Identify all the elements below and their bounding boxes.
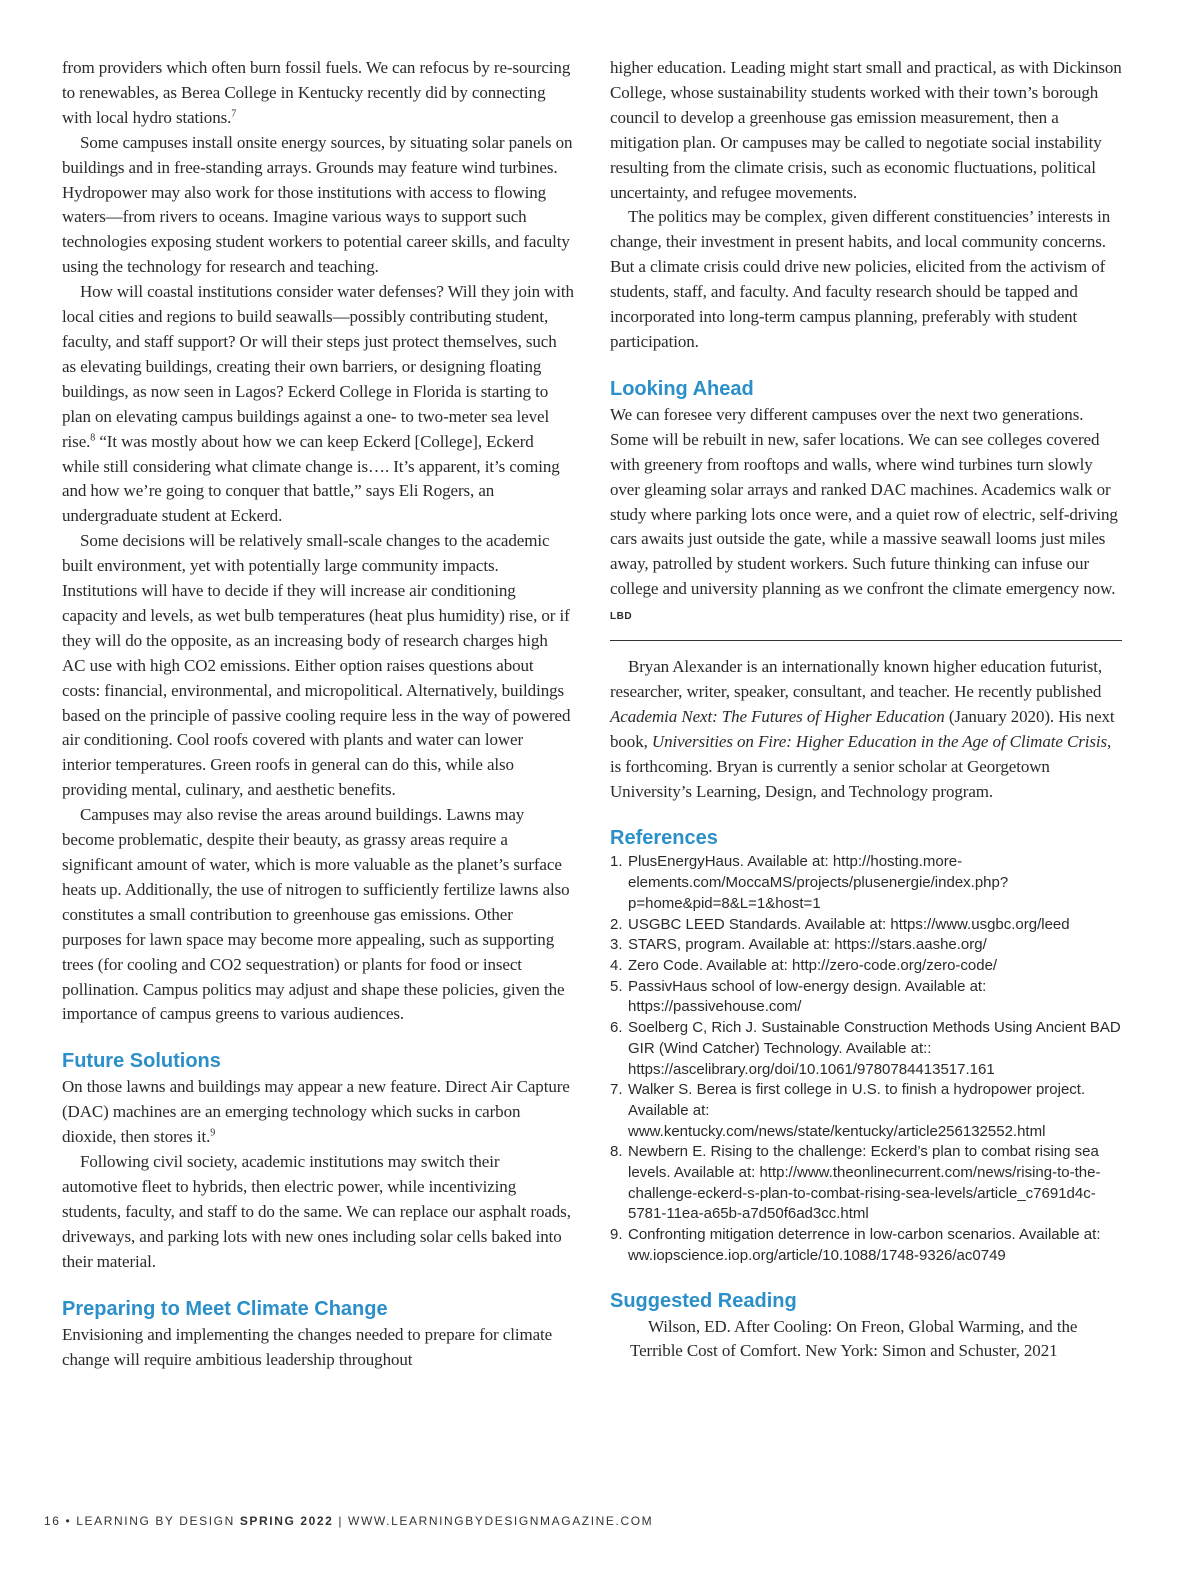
reference-item: 8. Newbern E. Rising to the challenge: Eckerd’s plan to combat rising sea levels. Available at: http://www.theonlinecurrent.com/news/rising-to-the-challenge-eckerd-s-plan-to-combat-rising-sea-levels/article_c7691d4c-5781-11ea-a65b-a7d50f6ad3cc.html xyxy=(610,1143,1101,1223)
reference-item: 2. USGBC LEED Standards. Available at: https://www.usgbc.org/leed xyxy=(610,915,1070,933)
footer-bullet: • xyxy=(65,1514,72,1528)
reference-item: 7. Walker S. Berea is first college in U.S. to finish a hydropower project. Available at: www.kentucky.com/news/state/kentucky/article256132552.html xyxy=(610,1081,1086,1140)
references-list xyxy=(610,852,1122,1266)
left-column xyxy=(62,56,574,1372)
reference-link[interactable]: STARS, program. Available at: https://stars.aashe.org/ xyxy=(628,936,987,954)
reference-item: 6. Soelberg C, Rich J. Sustainable Construction Methods Using Ancient BAD GIR (Wind Catcher) Technology. Available at:: https://ascelibrary.org/doi/10.1061/9780784413517.161 xyxy=(610,1019,1121,1078)
page-number: 16 xyxy=(44,1514,61,1528)
end-mark: LBD xyxy=(610,611,633,623)
reference-item: 5. PassivHaus school of low-energy design. Available at: https://passivehouse.com/ xyxy=(610,977,987,1016)
footnote-ref[interactable]: 9 xyxy=(210,1127,216,1139)
publication-name: LEARNING BY DESIGN xyxy=(76,1514,235,1528)
paragraph: Some campuses install onsite energy sources, by situating solar panels on buildings and in free-standing arrays. Grounds may feature wind turbines. Hydropower may also work for those institutions with access to flowing waters—from rivers to oceans. Imagine various ways to support such technologies exposing student workers to potential career skills, and faculty using the technology for research and teaching. xyxy=(62,132,573,277)
heading-preparing: Preparing to Meet Climate Change xyxy=(62,1297,388,1320)
reference-link[interactable]: Zero Code. Available at: http://zero-code.org/zero-code/ xyxy=(628,956,998,974)
heading-suggested-reading: Suggested Reading xyxy=(610,1289,797,1312)
paragraph: from providers which often burn fossil fuels. We can refocus by re-sourcing to renewables, as Berea College in Kentucky recently did by connecting with local hydro stations.$^7$ xyxy=(62,58,571,127)
website-link[interactable]: WWW.LEARNINGBYDESIGNMAGAZINE.COM xyxy=(348,1514,654,1528)
reference-link[interactable]: PassivHaus school of low-energy design. Available at: https://passivehouse.com/ xyxy=(628,977,987,1016)
right-column xyxy=(610,56,1122,1364)
footer-separator: | xyxy=(338,1514,344,1528)
reference-link[interactable]: Newbern E. Rising to the challenge: Eckerd’s plan to combat rising sea levels. Available at: http://www.theonlinecurrent.com/news/rising-to-the-challenge-eckerd-s-plan-to-combat-rising-sea-levels/article_c7691d4c-5781-11ea-a65b-a7d50f6ad3cc.html xyxy=(628,1143,1101,1223)
issue-label: SPRING 2022 xyxy=(239,1514,334,1528)
reference-link[interactable]: PlusEnergyHaus. Available at: http://hosting.more-elements.com/MoccaMS/projects/plusenergie/index.php?p=home&pid=8&L=1&host=1 xyxy=(628,853,1009,912)
footnote-ref[interactable]: 8 xyxy=(90,431,96,443)
divider xyxy=(610,640,1122,641)
book-title: Universities on Fire: Higher Education in the Age of Climate Crisis xyxy=(651,731,1107,751)
paragraph: We can foresee very different campuses over the next two generations. Some will be rebuilt in new, safer locations. We can see colleges covered with greenery from rooftops and walls, where wind turbines turn slowly over gleaming solar arrays and ranked DAC machines. Academics walk or study where parking lots once were, and a quiet row of electric, self-driving cars awaits just outside the gate, while a massive seawall looms just miles away, patrolled by student workers. Such future thinking can infuse our college and university planning as we confront the climate emergency now. LBD xyxy=(610,404,1118,623)
reference-link[interactable]: USGBC LEED Standards. Available at: https://www.usgbc.org/leed xyxy=(628,915,1070,933)
paragraph: Envisioning and implementing the changes needed to prepare for climate change will require ambitious leadership throughout xyxy=(62,1324,553,1369)
paragraph: higher education. Leading might start small and practical, as with Dickinson College, whose sustainability students worked with their town’s borough council to develop a greenhouse gas emission measurement, then a mitigation plan. Or campuses may be called to negotiate social instability resulting from the climate crisis, such as economic fluctuations, political uncertainty, and refugee movements. xyxy=(610,58,1122,202)
paragraph: How will coastal institutions consider water defenses? Will they join with local cities and regions to build seawalls—possibly contributing student, faculty, and staff support? Or will their steps just protect themselves, such as elevating buildings, creating their own barriers, or designing floating buildings, as now seen in Lagos? Eckerd College in Florida is starting to plan on elevating campus buildings against a one- to two-meter sea level rise.$^8$ “It was mostly about how we can keep Eckerd [College], Eckerd while still considering what climate change is…. It’s apparent, it’s coming and how we’re going to conquer that battle,” says Eli Rogers, an undergraduate student at Eckerd. xyxy=(62,282,574,526)
reference-link[interactable]: Soelberg C, Rich J. Sustainable Construction Methods Using Ancient BAD GIR (Wind Catcher) Technology. Available at:: https://ascelibrary.org/doi/10.1061/9780784413517.161 xyxy=(628,1019,1121,1078)
footnote-ref[interactable]: 7 xyxy=(231,108,237,120)
paragraph: Campuses may also revise the areas around buildings. Lawns may become problematic, despite their beauty, as grassy areas require a significant amount of water, which is more valuable as the planet’s surface heats up. Additionally, the use of nitrogen to sufficiently fertilize lawns also constitutes a small contribution to greenhouse gas emissions. Other purposes for lawn space may become more appealing, such as supporting trees (for cooling and CO2 sequestration) or plants for food or insect pollination. Campus politics may adjust and shape these policies, given the importance of campus greens to various audiences. xyxy=(62,805,570,1024)
reference-link[interactable]: Walker S. Berea is first college in U.S. to finish a hydropower project. Available at: www.kentucky.com/news/state/kentucky/article256132552.html xyxy=(628,1081,1086,1140)
reference-item: 4. Zero Code. Available at: http://zero-code.org/zero-code/ xyxy=(610,956,998,974)
paragraph: The politics may be complex, given different constituencies’ interests in change, their investment in present habits, and local community concerns. But a climate crisis could drive new policies, elicited from the activism of students, staff, and faculty. And faculty research should be tapped and incorporated into long-term campus planning, preferably with student participation. xyxy=(610,207,1111,351)
paragraph: Some decisions will be relatively small-scale changes to the academic built environment, yet with potentially large community impacts. Institutions will have to decide if they will increase air conditioning capacity and levels, as wet bulb temperatures (heat plus humidity) rise, or if they will do the opposite, as an increasing body of research charges high AC use with high CO2 emissions. Either option raises questions about costs: financial, environmental, and micropolitical. Alternatively, buildings based on the principle of passive cooling require less in the way of powered air conditioning. Cool roofs covered with plants and water can lower interior temperatures. Green roofs in general can do this, while also providing mental, culinary, and aesthetic benefits. xyxy=(62,531,571,800)
page-footer xyxy=(44,1514,653,1528)
reference-item: 1. PlusEnergyHaus. Available at: http://hosting.more-elements.com/MoccaMS/projects/plusenergie/index.php?p=home&pid=8&L=1&host=1 xyxy=(610,853,1009,912)
reference-item: 9. Confronting mitigation deterrence in low-carbon scenarios. Available at: ww.iopscience.iop.org/article/10.1088/1748-9326/ac0749 xyxy=(610,1226,1101,1264)
heading-future-solutions: Future Solutions xyxy=(62,1050,221,1073)
author-bio: Bryan Alexander is an internationally known higher education futurist, researcher, writer, speaker, consultant, and teacher. He recently published Academia Next: The Futures of Higher Education (January 2020). His next book, Universities on Fire: Higher Education in the Age of Climate Crisis, is forthcoming. Bryan is currently a senior scholar at Georgetown University’s Learning, Design, and Technology program. xyxy=(610,657,1115,801)
heading-references: References xyxy=(610,827,718,850)
reference-item: 3. STARS, program. Available at: https://stars.aashe.org/ xyxy=(610,936,987,954)
paragraph: On those lawns and buildings may appear a new feature. Direct Air Capture (DAC) machines are an emerging technology which sucks in carbon dioxide, then stores it.$^9$ xyxy=(62,1077,570,1147)
paragraph: Following civil society, academic institutions may switch their automotive fleet to hybrids, then electric power, while incentivizing students, faculty, and staff to do the same. We can replace our asphalt roads, driveways, and parking lots with new ones including solar cells baked into their material. xyxy=(62,1152,571,1271)
book-title: Academia Next: The Futures of Higher Education xyxy=(610,706,945,726)
reference-link[interactable]: Confronting mitigation deterrence in low-carbon scenarios. Available at: ww.iopscience.iop.org/article/10.1088/1748-9326/ac0749 xyxy=(628,1226,1101,1264)
suggested-reading-item: Wilson, ED. After Cooling: On Freon, Global Warming, and the Terrible Cost of Comfort. New York: Simon and Schuster, 2021 xyxy=(630,1316,1078,1361)
heading-looking-ahead: Looking Ahead xyxy=(610,377,754,400)
